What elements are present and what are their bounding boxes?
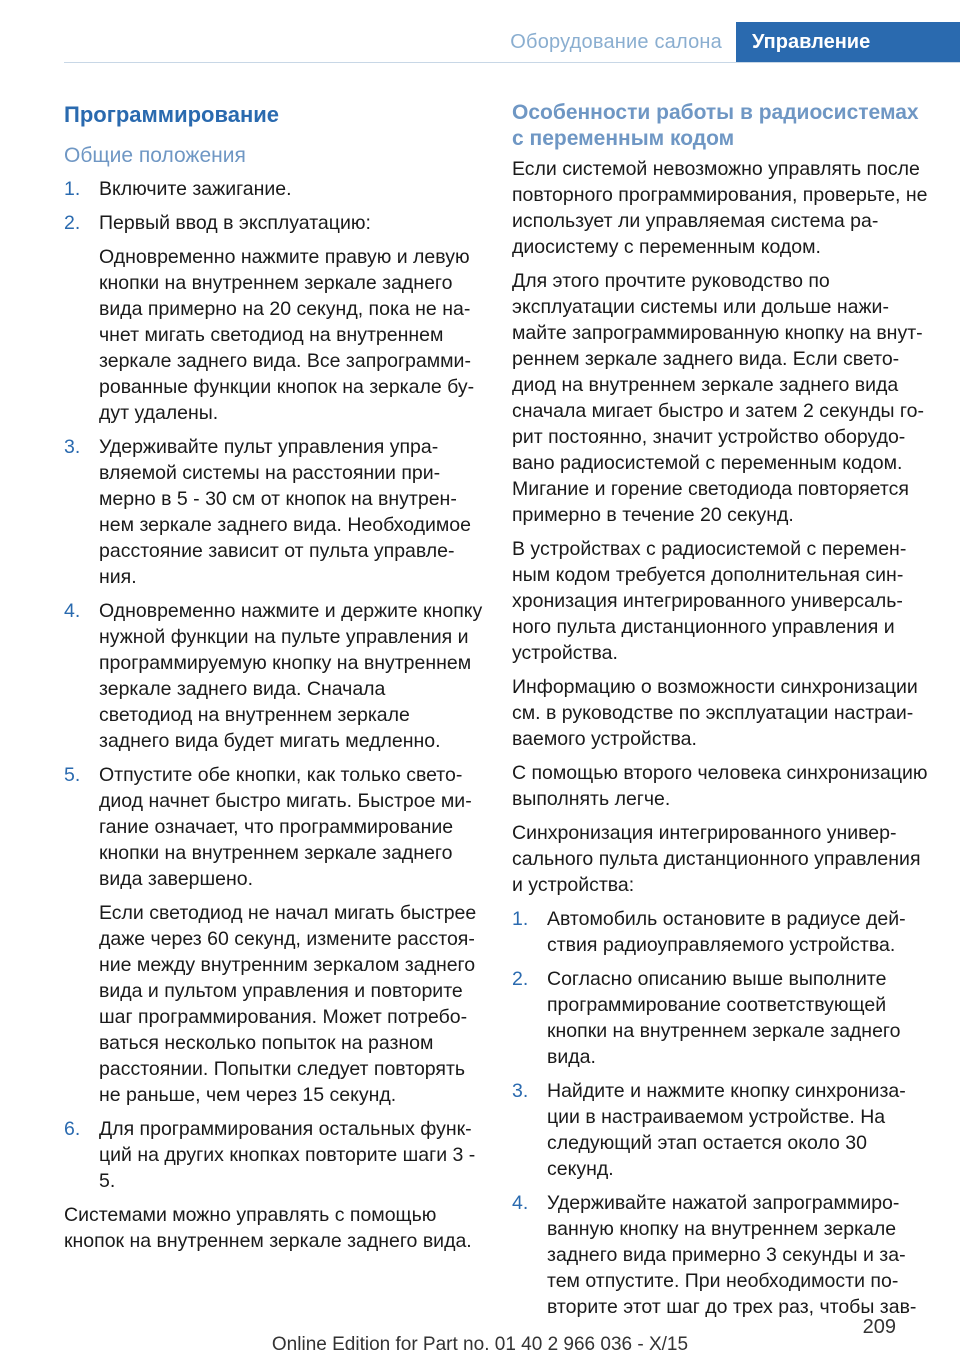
step-number: 3. <box>64 436 81 458</box>
breadcrumb[interactable]: Оборудование салона <box>510 31 722 53</box>
body-paragraph: Синхронизация интегрированного универсального пульта дистанционного управления и устройства: <box>512 822 921 896</box>
step-number: 2. <box>64 212 81 234</box>
list-item <box>512 906 928 958</box>
step-number: 1. <box>512 908 529 930</box>
step-text: Включите зажигание. <box>99 178 292 200</box>
step-text: Найдите и нажмите кнопку синхронизации в настраиваемом устройстве. На следующий этап остается около 30 секунд. <box>547 1080 906 1180</box>
step-text: Автомобиль остановите в радиусе действия радиоуправляемого устройства. <box>547 908 906 956</box>
closing-paragraph: Системами можно управлять с помощью кнопок на внутреннем зеркале заднего вида. <box>64 1204 472 1252</box>
step-number: 4. <box>64 600 81 622</box>
body-paragraph: Информацию о возможности синхронизации см. в руководстве по эксплуатации настраиваемого устройства. <box>512 676 918 750</box>
step-number: 5. <box>64 764 81 786</box>
header-rule <box>64 62 960 63</box>
step-text: Согласно описанию выше выполните программирование соответствующей кнопки на внутреннем зеркале заднего вида. <box>547 968 901 1068</box>
list-item <box>64 1116 484 1194</box>
body-paragraph: Для этого прочтите руководство по эксплуатации системы или дольше нажимайте запрограммированную кнопку на внутреннем зеркале заднего вида. Если светодиод на внутреннем зеркале заднего вида сначала мигает быстро и затем 2 секунды горит постоянно, значит устройство оборудовано радиосистемой с переменным кодом. Мигание и горение светодиода повторяется примерно в течение 20 секунд. <box>512 270 924 526</box>
page-header <box>0 0 960 64</box>
step-number: 2. <box>512 968 529 990</box>
step-number: 4. <box>512 1192 529 1214</box>
page-footer <box>0 1300 960 1362</box>
list-item <box>64 210 484 426</box>
step-list <box>64 176 484 1194</box>
edition-note: Online Edition for Part no. 01 40 2 966 036 - X/15 <box>271 1334 689 1355</box>
step-text: Для программирования остальных функций на других кнопках повторите шаги 3 - 5. <box>99 1118 476 1192</box>
step-text: Первый ввод в эксплуатацию: <box>99 212 371 234</box>
left-column <box>64 100 484 1262</box>
sync-step-list <box>512 906 928 1320</box>
body-paragraph: В устройствах с радиосистемой с переменным кодом требуется дополнительная синхронизация интегрированного универсального пульта дистанционного управления и устройства. <box>512 538 907 664</box>
list-item <box>64 176 484 202</box>
body-paragraph: Если системой невозможно управлять после повторного программирования, проверьте, не использует ли управляемая система радиосистему с переменным кодом. <box>512 158 928 258</box>
section-subtitle: Общие положения <box>64 144 246 167</box>
body-paragraph: С помощью второго человека синхронизацию выполнять легче. <box>512 762 928 810</box>
list-item <box>64 598 484 754</box>
rolling-code-text <box>512 156 928 898</box>
section-title: Программирование <box>64 102 279 127</box>
page-number: 209 <box>862 1316 896 1338</box>
list-item <box>64 762 484 1108</box>
step-text: Если светодиод не начал мигать быстрее даже через 60 секунд, измените расстояние между внутренним зеркалом заднего вида и пультом управления и повторите шаг программирования. Может потребоваться несколько попыток на разном расстоянии. Попытки следует повторять не раньше, чем через 15 секунд. <box>99 902 477 1106</box>
list-item <box>512 966 928 1070</box>
step-number: 3. <box>512 1080 529 1102</box>
list-item <box>64 434 484 590</box>
step-text: Одновременно нажмите правую и левую кнопки на внутреннем зеркале заднего вида примерно на 20 секунд, пока не начнет мигать светодиод на внутреннем зеркале заднего вида. Все запрограммированные функции кнопок на зеркале будут удалены. <box>99 246 475 424</box>
step-text: Удерживайте пульт управления управляемой системы на расстоянии примерно в 5 - 30 см от кнопок на внутреннем зеркале заднего вида. Необходимое расстояние зависит от пульта управления. <box>99 436 471 588</box>
step-number: 6. <box>64 1118 81 1140</box>
step-text: Отпустите обе кнопки, как только светодиод начнет быстро мигать. Быстрое мигание означает, что программирование кнопки на внутреннем зеркале заднего вида завершено. <box>99 764 472 890</box>
step-text: Одновременно нажмите и держите кнопку нужной функции на пульте управления и программируемую кнопку на внутреннем зеркале заднего вида. Сначала светодиод на внутреннем зеркале заднего вида будет мигать медленно. <box>99 600 483 752</box>
rolling-code-title: Особенности работы в радиосистемах с переменным кодом <box>512 101 919 150</box>
step-text: Удерживайте нажатой запрограммированную кнопку на внутреннем зеркале заднего вида примерно 3 секунды и затем отпустите. При необходимости повторите этот шаг до трех раз, чтобы зав- <box>547 1192 917 1318</box>
list-item <box>512 1078 928 1182</box>
section-tab-active[interactable]: Управление <box>736 22 960 62</box>
right-column <box>512 100 928 1328</box>
step-number: 1. <box>64 178 81 200</box>
